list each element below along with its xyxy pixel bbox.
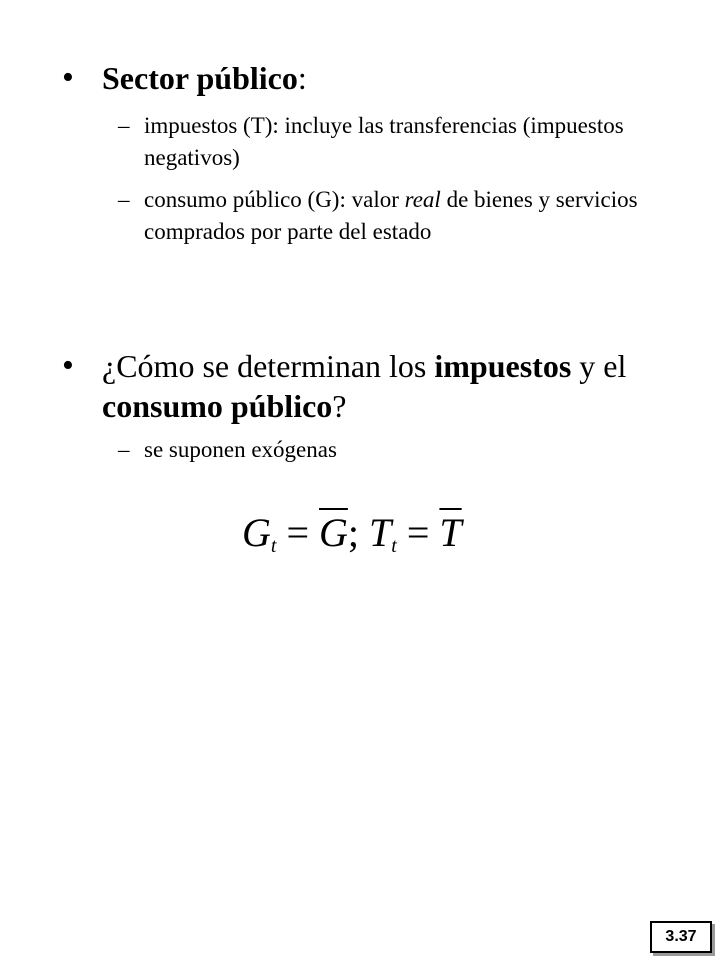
sub-text (144, 184, 702, 248)
formula-eq: = (276, 510, 320, 555)
bullet-dot: • (62, 347, 74, 384)
dash: – (118, 113, 130, 138)
formula-g: G (242, 510, 271, 555)
question-mid: y el (571, 348, 627, 384)
question-pre: ¿Cómo se determinan los (102, 348, 435, 384)
sub-item-impuestos (118, 110, 702, 174)
dash: – (118, 187, 130, 212)
formula-g-sub: t (270, 535, 277, 557)
equation (242, 508, 462, 571)
question-bold-2: consumo público (102, 388, 333, 424)
question-bold-1: impuestos (434, 348, 572, 384)
formula-g-bar: $\overline{G}$ (319, 510, 348, 555)
sub-item-exogenas (118, 434, 702, 466)
sub-text: impuestos (T): incluye las transferencias (impuestos negativos) (144, 113, 624, 170)
heading-bold: Sector público (102, 60, 298, 96)
bullet-question (102, 346, 702, 426)
bullet-heading (102, 58, 702, 98)
bullet-sector-publico (62, 58, 702, 248)
formula-t-bar: $\overline{T}$ (439, 510, 462, 555)
bullet-dot: • (62, 59, 74, 96)
slide-number: 3.37 (650, 921, 712, 953)
formula-t: T (369, 510, 392, 555)
formula-eq-2: = (396, 510, 440, 555)
sub-text-italic: real (404, 187, 441, 212)
bullet-row-2 (62, 346, 702, 426)
question-post: ? (332, 388, 347, 424)
sub-text-post: de bienes y servicios comprados por parte del estado (144, 187, 638, 244)
dash: – (118, 437, 130, 462)
formula-t-sub: t (391, 535, 397, 557)
formula-sep: ; (347, 510, 370, 555)
sub-item-consumo (118, 184, 702, 248)
heading-colon: : (297, 60, 307, 96)
bullet-como-se-determinan (62, 346, 702, 466)
bullet-row-1 (62, 58, 702, 98)
sub-text-pre: consumo público (G): valor (144, 187, 405, 212)
sub-text: se suponen exógenas (144, 437, 337, 462)
